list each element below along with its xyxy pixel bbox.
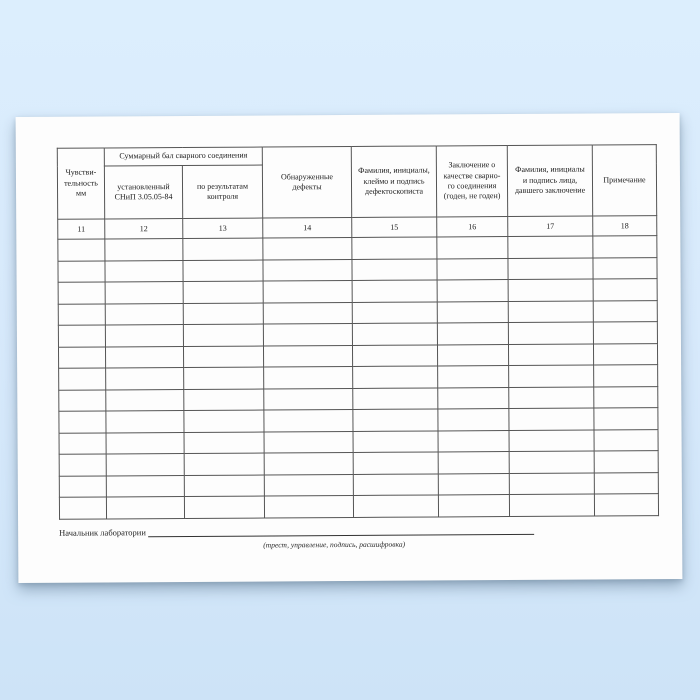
- empty-cell: [594, 365, 658, 387]
- empty-cell: [437, 258, 508, 280]
- empty-cell: [264, 431, 353, 453]
- empty-cell: [508, 236, 593, 258]
- empty-cell: [184, 475, 264, 497]
- empty-cell: [58, 346, 105, 368]
- empty-cell: [183, 303, 263, 325]
- empty-cell: [264, 366, 353, 388]
- empty-cell: [263, 323, 352, 345]
- empty-cell: [438, 366, 509, 388]
- form-content: [57, 144, 659, 550]
- empty-cell: [353, 409, 438, 431]
- empty-cell: [353, 366, 438, 388]
- header-concluder-name: Фамилия, инициалы и подпись лица, давшего заключение: [507, 145, 592, 217]
- empty-cell: [105, 303, 183, 325]
- empty-cell: [106, 368, 184, 390]
- scanned-form-page: [16, 113, 683, 583]
- empty-cell: [184, 496, 264, 518]
- empty-cell: [59, 475, 106, 497]
- empty-cell: [105, 260, 183, 282]
- column-number: 12: [105, 219, 183, 239]
- empty-cell: [58, 325, 105, 347]
- empty-cell: [59, 368, 106, 390]
- empty-cell: [183, 260, 263, 282]
- empty-cell: [438, 430, 509, 452]
- empty-cell: [184, 367, 264, 389]
- empty-cell: [438, 452, 509, 474]
- column-number: 17: [508, 216, 593, 237]
- empty-cell: [59, 432, 106, 454]
- column-number: 14: [263, 217, 352, 238]
- signature-label: Начальник лаборатории: [59, 526, 146, 538]
- empty-cell: [106, 475, 184, 497]
- table-body: [58, 236, 659, 519]
- header-inspector-name: Фамилия, инициалы, клеймо и подпись дефектоскописта: [351, 146, 436, 218]
- empty-cell: [264, 388, 353, 410]
- empty-cell: [438, 495, 509, 517]
- empty-cell: [105, 282, 183, 304]
- empty-cell: [593, 343, 657, 365]
- empty-cell: [184, 410, 264, 432]
- empty-cell: [509, 430, 594, 452]
- empty-cell: [352, 301, 437, 323]
- signature-row: [59, 524, 534, 537]
- empty-cell: [263, 237, 352, 259]
- empty-cell: [438, 387, 509, 409]
- empty-cell: [106, 411, 184, 433]
- empty-cell: [106, 389, 184, 411]
- empty-cell: [353, 452, 438, 474]
- column-number: 13: [183, 218, 263, 238]
- empty-cell: [509, 408, 594, 430]
- column-number: 18: [593, 216, 657, 236]
- empty-cell: [58, 239, 105, 261]
- empty-cell: [508, 279, 593, 301]
- empty-cell: [106, 432, 184, 454]
- empty-cell: [263, 259, 352, 281]
- header-quality-conclusion: Заключение о качестве сварно- го соединения (годен, не годен): [436, 146, 507, 217]
- column-number: 16: [437, 217, 508, 237]
- empty-cell: [184, 389, 264, 411]
- empty-cell: [437, 237, 508, 259]
- empty-cell: [509, 387, 594, 409]
- empty-cell: [437, 280, 508, 302]
- empty-cell: [105, 239, 183, 261]
- empty-cell: [437, 301, 508, 323]
- header-detected-defects: Обнаруженные дефекты: [262, 146, 351, 218]
- empty-cell: [264, 495, 353, 517]
- empty-cell: [184, 432, 264, 454]
- empty-cell: [508, 258, 593, 280]
- header-sensitivity: Чувстви- тельность мм: [57, 148, 104, 219]
- empty-cell: [509, 365, 594, 387]
- empty-cell: [106, 497, 184, 519]
- empty-cell: [353, 473, 438, 495]
- empty-cell: [263, 345, 352, 367]
- empty-cell: [105, 325, 183, 347]
- empty-cell: [594, 451, 658, 473]
- empty-cell: [509, 473, 594, 495]
- header-group-total-score: Суммарный бал сварного соединения: [104, 147, 262, 166]
- empty-cell: [59, 411, 106, 433]
- empty-cell: [352, 344, 437, 366]
- empty-cell: [593, 300, 657, 322]
- empty-cell: [264, 409, 353, 431]
- empty-cell: [59, 389, 106, 411]
- empty-cell: [183, 281, 263, 303]
- empty-cell: [264, 474, 353, 496]
- header-by-control-results: по результатам контроля: [182, 165, 262, 218]
- empty-cell: [263, 280, 352, 302]
- empty-cell: [594, 408, 658, 430]
- empty-cell: [508, 344, 593, 366]
- signature-block: [59, 524, 534, 550]
- empty-cell: [437, 344, 508, 366]
- empty-cell: [508, 322, 593, 344]
- empty-cell: [594, 472, 658, 494]
- empty-cell: [593, 257, 657, 279]
- empty-cell: [263, 302, 352, 324]
- empty-cell: [353, 495, 438, 517]
- empty-cell: [353, 430, 438, 452]
- signature-caption: (трест, управление, подпись, расшифровка): [263, 539, 406, 550]
- column-number: 11: [58, 219, 105, 239]
- table-header: [57, 145, 657, 240]
- empty-cell: [264, 452, 353, 474]
- empty-cell: [593, 236, 657, 258]
- empty-cell: [594, 386, 658, 408]
- empty-cell: [438, 409, 509, 431]
- empty-cell: [508, 301, 593, 323]
- empty-cell: [184, 453, 264, 475]
- empty-cell: [183, 346, 263, 368]
- empty-cell: [59, 497, 106, 519]
- table-row: [59, 494, 658, 519]
- empty-cell: [352, 323, 437, 345]
- empty-cell: [352, 237, 437, 259]
- empty-cell: [58, 282, 105, 304]
- empty-cell: [352, 280, 437, 302]
- empty-cell: [509, 494, 594, 516]
- empty-cell: [509, 451, 594, 473]
- empty-cell: [352, 258, 437, 280]
- empty-cell: [437, 323, 508, 345]
- empty-cell: [183, 238, 263, 260]
- empty-cell: [353, 387, 438, 409]
- column-number: 15: [352, 217, 437, 238]
- empty-cell: [183, 324, 263, 346]
- empty-cell: [593, 322, 657, 344]
- empty-cell: [59, 454, 106, 476]
- empty-cell: [105, 346, 183, 368]
- empty-cell: [106, 454, 184, 476]
- header-group-row: [57, 145, 656, 167]
- empty-cell: [58, 260, 105, 282]
- header-established-snip: установленный СНиП 3.05.05-84: [104, 166, 182, 219]
- inspection-log-table: [57, 144, 659, 519]
- empty-cell: [593, 279, 657, 301]
- signature-underline: [148, 525, 534, 536]
- empty-cell: [594, 429, 658, 451]
- empty-cell: [594, 494, 658, 516]
- header-notes: Примечание: [592, 145, 656, 216]
- empty-cell: [438, 473, 509, 495]
- empty-cell: [58, 303, 105, 325]
